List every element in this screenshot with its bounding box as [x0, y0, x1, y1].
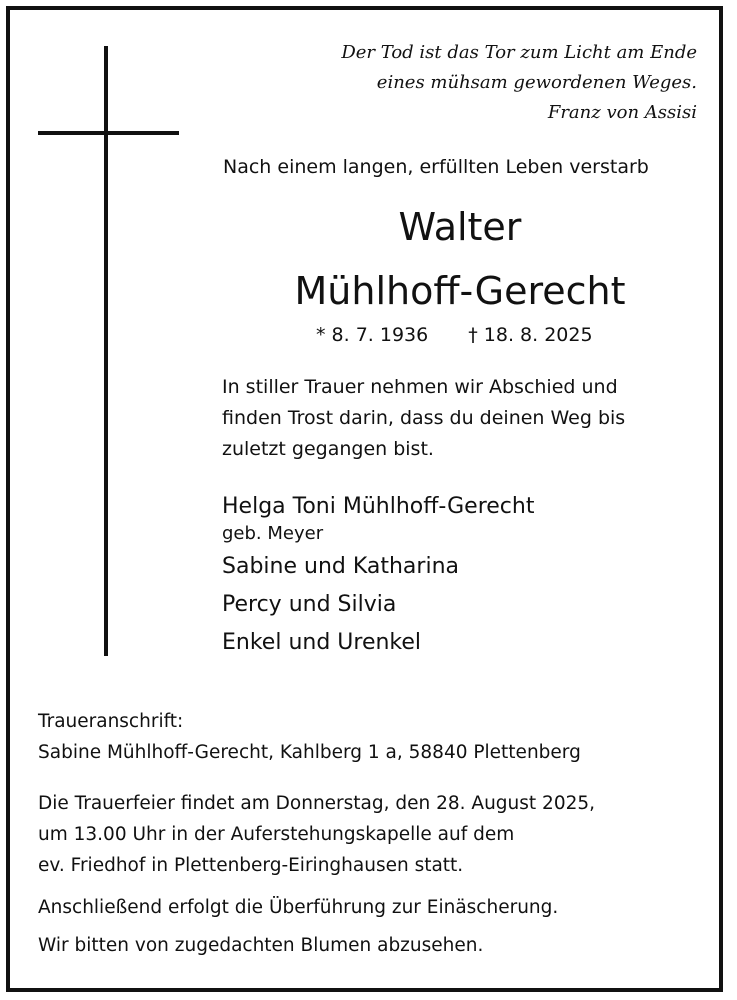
family-name: Helga Toni Mühlhoff-Gerecht — [222, 494, 535, 519]
life-dates — [316, 324, 593, 346]
death-date: † 18. 8. 2025 — [468, 324, 593, 346]
message-line: finden Trost darin, dass du deinen Weg bis — [222, 407, 626, 429]
transfer-note: Anschließend erfolgt die Überführung zur Einäscherung. — [38, 897, 559, 918]
message-line: In stiller Trauer nehmen wir Abschied und — [222, 376, 618, 398]
birth-date: * 8. 7. 1936 — [316, 324, 429, 346]
cross-vertical-bar — [104, 46, 108, 656]
quote-line: Der Tod ist das Tor zum Licht am Ende — [341, 42, 697, 63]
family-name: Sabine und Katharina — [222, 554, 459, 579]
mourning-address — [38, 706, 581, 768]
cross-horizontal-bar — [38, 131, 179, 135]
ceremony-info — [38, 788, 595, 881]
ceremony-line: ev. Friedhof in Plettenberg-Eiringhausen statt. — [38, 855, 464, 876]
family-list — [222, 488, 534, 662]
family-name-note: geb. Meyer — [222, 523, 324, 544]
condolence-message — [222, 372, 692, 465]
deceased-first-name: Walter — [398, 205, 522, 249]
family-name: Enkel und Urenkel — [222, 630, 422, 655]
address-label: Traueranschrift: — [38, 711, 184, 732]
family-name: Percy und Silvia — [222, 592, 397, 617]
quote-block — [341, 38, 697, 128]
quote-author: Franz von Assisi — [547, 102, 697, 123]
intro-text: Nach einem langen, erfüllten Leben verstarb — [223, 156, 649, 178]
deceased-last-name: Mühlhoff-Gerecht — [294, 269, 626, 313]
ceremony-line: um 13.00 Uhr in der Auferstehungskapelle auf dem — [38, 824, 515, 845]
flowers-note: Wir bitten von zugedachten Blumen abzusehen. — [38, 935, 484, 956]
message-line: zuletzt gegangen bist. — [222, 438, 434, 460]
address-value: Sabine Mühlhoff-Gerecht, Kahlberg 1 a, 58840 Plettenberg — [38, 742, 581, 763]
ceremony-line: Die Trauerfeier findet am Donnerstag, den 28. August 2025, — [38, 793, 596, 814]
quote-line: eines mühsam gewordenen Weges. — [376, 72, 697, 93]
